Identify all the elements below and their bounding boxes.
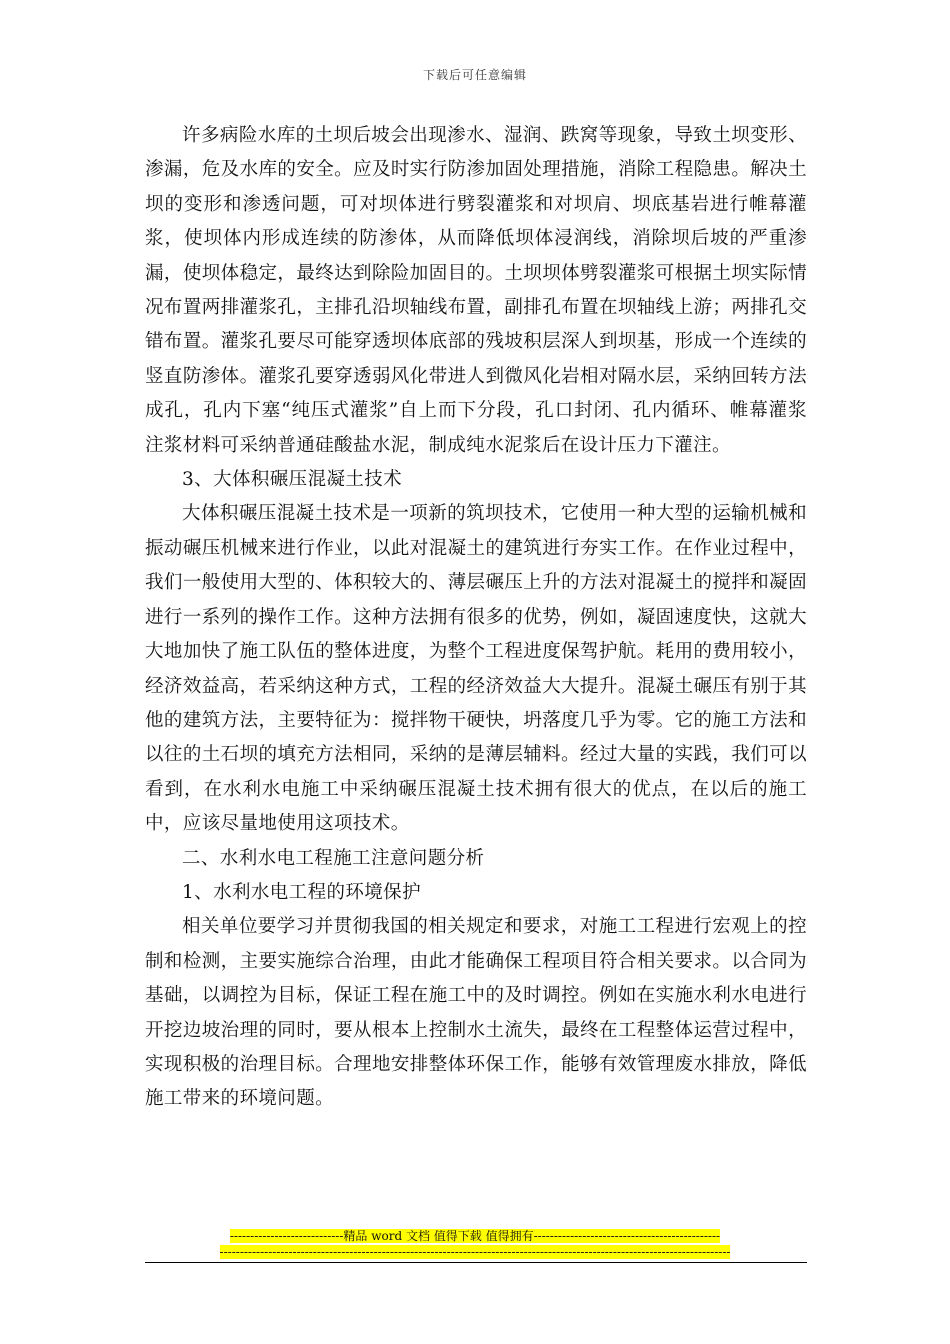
paragraph-environment: 相关单位要学习并贯彻我国的相关规定和要求，对施工工程进行宏观上的控制和检测，主要实施综合治理，由此才能确保工程项目符合相关要求。以合同为基础，以调控为目标，保证工程在施工中的及时调控。例如在实施水利水电进行开挖边坡治理的同时，要从根本上控制水土流失，最终在工程整体运营过程中，实现积极的治理目标。合理地安排整体环保工作，能够有效管理废水排放，降低施工带来的环境问题。	[145, 916, 807, 1110]
paragraph-rcc-technique: 大体积碾压混凝土技术是一项新的筑坝技术，它使用一种大型的运输机械和振动碾压机械来进行作业，以此对混凝土的建筑进行夯实工作。在作业过程中，我们一般使用大型的、体积较大的、薄层碾压上升的方法对混凝土的搅拌和凝固进行一系列的操作工作。这种方法拥有很多的优势，例如，凝固速度快，这就大大地加快了施工队伍的整体进度，为整个工程进度保驾护航。耗用的费用较小，经济效益高，若采纳这种方式，工程的经济效益大大提升。混凝土碾压有别于其他的建筑方法，主要特征为：搅拌物干硬快，坍落度几乎为零。它的施工方法和以往的土石坝的填充方法相同，采纳的是薄层辅料。经过大量的实践，我们可以看到，在水利水电施工中采纳碾压混凝土技术拥有很大的优点，在以后的施工中，应该尽量地使用这项技术。	[145, 503, 807, 835]
page-header: 下载后可任意编辑	[422, 68, 527, 82]
footer-banner	[0, 1229, 950, 1243]
footer-divider	[145, 1262, 807, 1263]
footer-dashes-text: ------------------------------------------------------------------------------------------------------------------------------	[219, 1245, 731, 1259]
paragraph-dam-grouting: 许多病险水库的土坝后坡会出现渗水、湿润、跌窝等现象，导致土坝变形、渗漏，危及水库的安全。应及时实行防渗加固处理措施，消除工程隐患。解决土坝的变形和渗透问题，可对坝体进行劈裂灌浆和对坝肩、坝底基岩进行帷幕灌浆，使坝体内形成连续的防渗体，从而降低坝体浸润线，消除坝后坡的严重渗漏，使坝体稳定，最终达到除险加固目的。土坝坝体劈裂灌浆可根据土坝实际情况布置两排灌浆孔，主排孔沿坝轴线布置，副排孔布置在坝轴线上游；两排孔交错布置。灌浆孔要尽可能穿透坝体底部的残坡积层深人到坝基，形成一个连续的竖直防渗体。灌浆孔要穿透弱风化带进人到微风化岩相对隔水层，采纳回转方法成孔，孔内下塞“纯压式灌浆”自上而下分段，孔口封闭、孔内循环、帷幕灌浆注浆材料可采纳普通硅酸盐水泥，制成纯水泥浆后在设计压力下灌注。	[145, 125, 807, 456]
section-heading-rcc: 3、大体积碾压混凝土技术	[182, 469, 403, 491]
section-heading-issues: 二、水利水电工程施工注意问题分析	[182, 847, 485, 869]
subsection-heading-environment: 1、水利水电工程的环境保护	[182, 881, 421, 903]
footer-dashes	[0, 1245, 950, 1259]
document-body	[145, 119, 807, 1117]
footer-banner-text: ----------------------------精品 word 文档 值得下载 值得拥有----------------------------------------------	[229, 1229, 721, 1243]
